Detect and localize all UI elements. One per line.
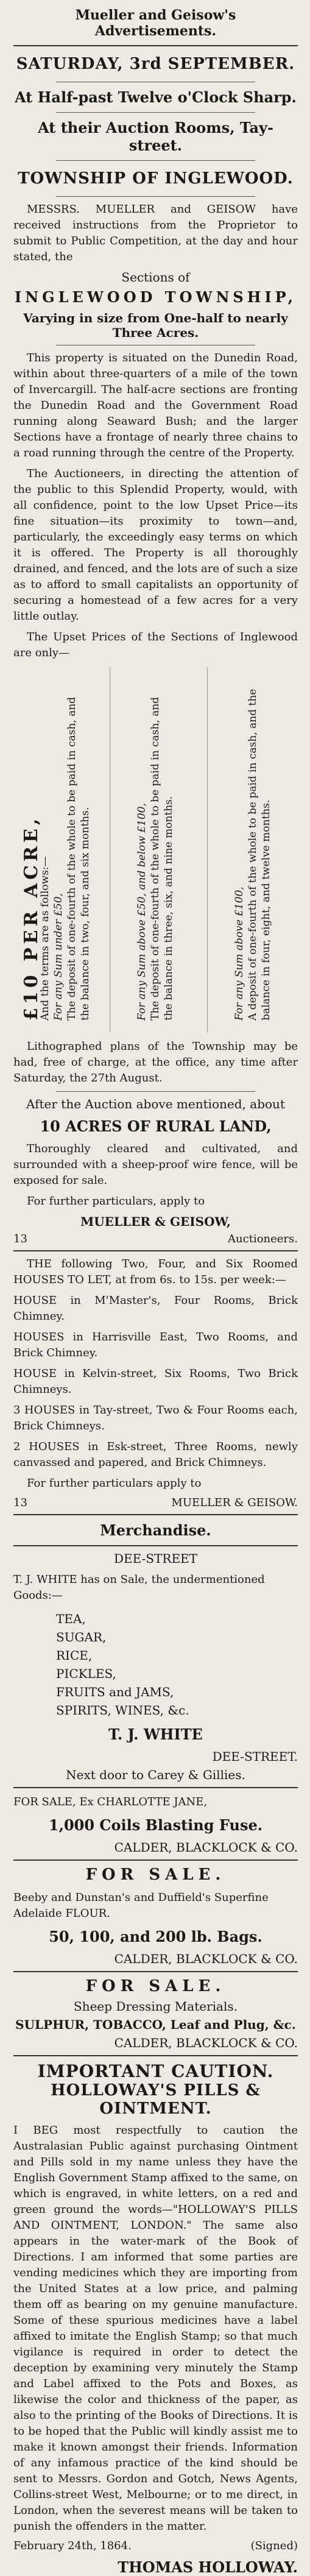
houses-further: For further particulars apply to xyxy=(27,1477,202,1490)
sections-label: Sections of xyxy=(121,270,190,285)
sheep-items: SULPHUR, TOBACCO, Leaf and Plug, &c. xyxy=(15,2017,296,2032)
firm-name: CALDER, BLACKLOCK & CO. xyxy=(114,1840,298,1855)
charlotte-line: FOR SALE, Ex CHARLOTTE JANE, xyxy=(13,1796,208,1808)
holloway-title: HOLLOWAY'S PILLS & OINTMENT. xyxy=(51,2081,261,2118)
sheep-materials: Sheep Dressing Materials. xyxy=(74,1999,238,2014)
flour-text: Beeby and Dunstan's and Duffield's Superfine Adelaide FLOUR. xyxy=(13,1891,269,1920)
rule xyxy=(13,1787,298,1788)
house-item: HOUSE in M'Master's, Four Rooms, Brick Chimney. xyxy=(13,1294,298,1323)
white-next-door: Next door to Carey & Gillies. xyxy=(66,1767,245,1782)
plans-paragraph: Lithographed plans of the Township may be had, free of charge, at the office, any time after Saturday, the 27th August. xyxy=(13,1040,298,1085)
holloway-signoff xyxy=(13,2539,298,2552)
terms-label: For any Sum above £100, xyxy=(233,886,245,1021)
holloway-name: THOMAS HOLLOWAY. xyxy=(118,2558,298,2576)
terms-text: The deposit of one-fourth of the whole to be paid in cash, and the balance in two, four, and six months. xyxy=(66,696,92,1021)
goods-item: FRUITS and JAMS, xyxy=(56,1685,174,1699)
holloway-signed: (Signed) xyxy=(250,2539,298,2552)
rural-acres: 10 ACRES OF RURAL LAND, xyxy=(40,1117,272,1135)
flour-bags: 50, 100, and 200 lb. Bags. xyxy=(49,1928,262,1945)
column-header: Mueller and Geisow's Advertisements. xyxy=(75,7,236,39)
goods-item: SPIRITS, WINES, &c. xyxy=(56,1703,189,1718)
rule xyxy=(13,1514,298,1515)
price-per-acre: £10 PER ACRE, xyxy=(21,815,43,1021)
terms-col-3 xyxy=(207,667,298,1033)
firm-name: CALDER, BLACKLOCK & CO. xyxy=(114,1951,298,1966)
house-item: HOUSES in Harrisville East, Two Rooms, and Brick Chimney. xyxy=(13,1331,298,1359)
auctioneers-paragraph: The Auctioneers, in directing the attention of the public to this Splendid Property, would, with all confidence, point to the low Upset Price—its fine situation—its proximity to town—and, particularly, the exceedingly easy terms on which it is offered. The Property is all thoroughly drained, and fenced, and the lots are of such a size as to afford to small capitalists an opportunity of securing a homestead of a few acres for a very little outlay. xyxy=(13,467,298,623)
house-item: HOUSE in Kelvin-street, Six Rooms, Two Brick Chimneys. xyxy=(13,1367,298,1396)
merchandise-heading: Merchandise. xyxy=(100,1521,211,1539)
firm-name: MUELLER & GEISOW. xyxy=(171,1496,298,1509)
house-item: 2 HOUSES in Esk-street, Three Rooms, newly canvassed and papered, and Brick Chimneys. xyxy=(13,1440,298,1469)
white-intro: T. J. WHITE has on Sale, the undermentioned Goods:— xyxy=(13,1573,265,1602)
ad-number: 13 xyxy=(13,1496,27,1509)
rule xyxy=(56,1091,255,1092)
rule xyxy=(56,112,255,113)
goods-item: RICE, xyxy=(56,1648,93,1663)
houses-intro: THE following Two, Four, and Six Roomed HOUSES TO LET, at from 6s. to 15s. per week:— xyxy=(13,1258,298,1286)
terms-text: The deposit of one-fourth of the whole to be paid in cash, and the balance in three, six, and nine months. xyxy=(149,696,175,1021)
terms-label: For any Sum above £50, and below £100, xyxy=(136,802,149,1021)
upset-price-paragraph: The Upset Prices of the Sections of Inglewood are only— xyxy=(13,631,298,659)
rural-further: For further particulars, apply to xyxy=(27,1195,205,1208)
varying-size: Varying in size from One-half to nearly Three Acres. xyxy=(23,311,288,340)
for-sale-heading: FOR SALE. xyxy=(85,1866,226,1884)
township-name: INGLEWOOD TOWNSHIP, xyxy=(15,288,297,306)
white-address: DEE-STREET. xyxy=(212,1749,298,1764)
rule xyxy=(13,2055,298,2056)
holloway-body: I BEG most respectfully to caution the Australasian Public against purchasing Ointment and Pills sold in my name unless they have the English Government Stamp affixed to the same, on which is engraved, in white letters, on a red and green ground the words—"HOLLOWAY'S PILLS AND OINTMENT, LONDON." The same also appears in the water-mark of the Book of Directions. I am informed that some parties are vending medicines which they are importing from the United States at a low price, and palming them off as bearing on my genuine manufacture. Some of these spurious medicines have a label affixed to imitate the English Stamp; so that much vigilance is required in order to detect the deception by examining very minutely the Stamp and Label affixed to the Pots and Boxes, as likewise the color and thickness of the paper, as also to the printing of the Books of Directions. It is to be hoped that the Public will kindly assist me to make it known amongst their friends. Information of any infamous practice of the kind should be sent to Messrs. Gordon and Gotch, News Agents, Collins-street West, Melbourne; or to me direct, in London, when the severest means will be taken to punish the offenders in the matter. xyxy=(13,2124,298,2533)
for-sale-heading: FOR SALE. xyxy=(85,1977,226,1995)
rule xyxy=(13,1859,298,1861)
terms-table xyxy=(13,667,298,1033)
dee-street-heading: DEE-STREET xyxy=(113,1551,197,1566)
sale-date: SATURDAY, 3rd SEPTEMBER. xyxy=(16,55,295,73)
rule xyxy=(56,196,255,197)
rule xyxy=(13,1250,298,1251)
rural-after: After the Auction above mentioned, about xyxy=(26,1097,285,1111)
goods-list xyxy=(56,1610,298,1719)
rural-description: Thoroughly cleared and cultivated, and surrounded with a sheep-proof wire fence, will be exposed for sale. xyxy=(13,1142,298,1187)
caution-heading: IMPORTANT CAUTION. xyxy=(37,2061,274,2081)
terms-label: For any Sum under £50, xyxy=(52,893,65,1021)
township-title: TOWNSHIP OF INGLEWOOD. xyxy=(18,169,294,188)
rule xyxy=(13,1545,298,1546)
terms-col-1 xyxy=(13,667,104,1033)
auctioneers-label: Auctioneers. xyxy=(228,1233,298,1245)
holloway-date: February 24th, 1864. xyxy=(13,2539,132,2552)
property-paragraph: This property is situated on the Dunedin Road, within about three-quarters of a mile of the town of Invercargill. The half-acre sections are fronting the Dunedin Road and the Government Road running along Seaward Bush; and the larger Sections have a frontage of nearly three chains to a road running through the centre of the Property. xyxy=(13,352,298,459)
rural-signoff xyxy=(13,1233,298,1245)
blasting-fuse: 1,000 Coils Blasting Fuse. xyxy=(48,1816,263,1834)
terms-head: And the terms are as follows:— xyxy=(39,856,52,1021)
goods-item: PICKLES, xyxy=(56,1666,116,1681)
township-intro: MESSRS. MUELLER and GEISOW have received instructions from the Proprietor to submit to Public Competition, at the day and hour stated, the xyxy=(13,203,298,263)
house-item: 3 HOUSES in Tay-street, Two & Four Rooms each, Brick Chimneys. xyxy=(13,1404,298,1432)
rule xyxy=(56,160,255,161)
firm-name: CALDER, BLACKLOCK & CO. xyxy=(114,2036,298,2050)
rural-firm: MUELLER & GEISOW, xyxy=(80,1214,231,1229)
white-name: T. J. WHITE xyxy=(108,1725,203,1743)
header-rule xyxy=(13,45,298,46)
ad-number: 13 xyxy=(13,1233,27,1245)
rule xyxy=(13,1971,298,1972)
terms-col-2 xyxy=(110,667,200,1033)
sale-place: At their Auction Rooms, Tay-street. xyxy=(38,119,273,154)
goods-item: SUGAR, xyxy=(56,1630,107,1644)
sale-time: At Half-past Twelve o'Clock Sharp. xyxy=(15,88,297,106)
goods-item: TEA, xyxy=(56,1612,86,1626)
terms-text: A deposit of one-fourth of the whole to be paid in cash, and the balance in four, eight, and twelve months. xyxy=(246,688,272,1021)
houses-signoff xyxy=(13,1496,298,1509)
